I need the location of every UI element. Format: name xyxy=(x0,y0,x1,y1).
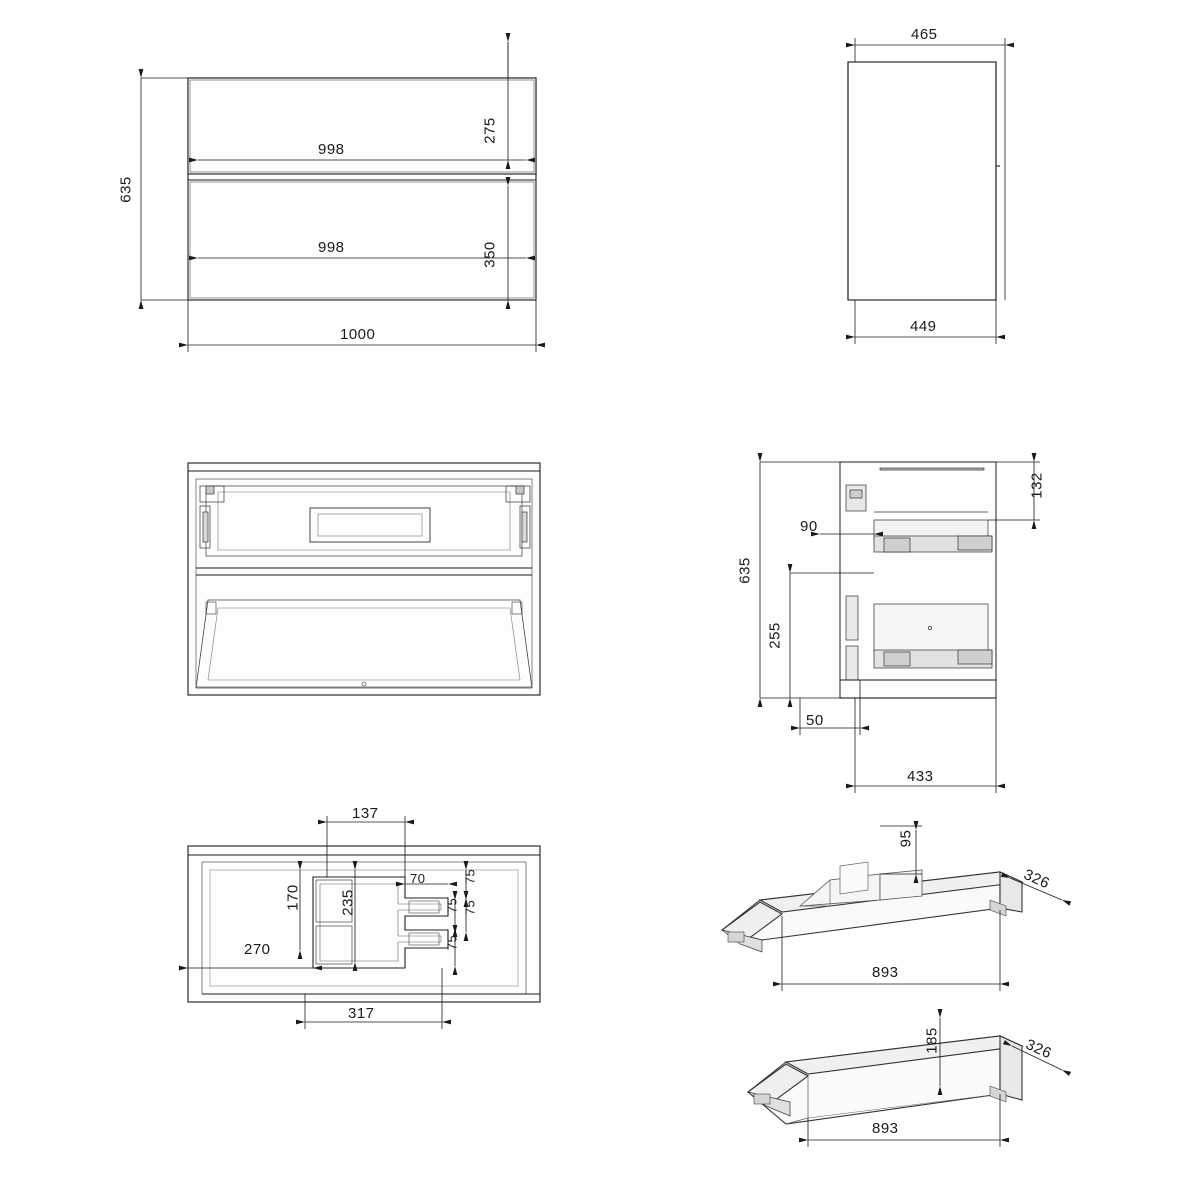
dim-iso-top-width: 893 xyxy=(872,964,899,981)
top-view-geometry xyxy=(188,463,540,695)
dim-iso-bottom-depth: 326 xyxy=(1023,1036,1055,1063)
dim-section-top-offset: 132 xyxy=(1028,472,1046,499)
dim-section-bottom-offset: 50 xyxy=(806,712,824,729)
dim-front-drawer-bottom-height: 350 xyxy=(481,241,499,268)
dim-plan-notch-75-c: 75 xyxy=(462,899,478,916)
dim-iso-top-depth: 326 xyxy=(1021,866,1053,893)
dim-section-total-height: 635 xyxy=(736,557,754,584)
side-section-geometry xyxy=(840,462,996,698)
dim-plan-notch-75-d: 75 xyxy=(444,934,460,951)
dim-front-drawer-top-width: 998 xyxy=(318,141,345,158)
dim-front-total-width: 1000 xyxy=(340,326,376,343)
dim-section-runner-offset: 90 xyxy=(800,518,818,535)
iso-bottom-drawer-geometry xyxy=(748,1036,1022,1124)
dim-front-height-total: 635 xyxy=(117,176,135,203)
dim-plan-notch-75-a: 75 xyxy=(462,868,478,885)
dim-section-depth: 433 xyxy=(907,768,934,785)
dim-plan-cutout-depth-235: 235 xyxy=(339,889,357,916)
side-elevation-geometry xyxy=(848,62,1000,300)
dim-plan-notch-70: 70 xyxy=(410,871,426,886)
dim-plan-notch-75-b: 75 xyxy=(444,897,460,914)
dim-plan-total-317: 317 xyxy=(348,1005,375,1022)
iso-top-drawer-geometry xyxy=(722,862,1022,952)
dim-side-bottom-depth: 449 xyxy=(910,318,937,335)
dim-iso-bottom-height: 185 xyxy=(923,1027,941,1054)
dim-side-top-depth: 465 xyxy=(911,26,938,43)
dim-front-drawer-bottom-width: 998 xyxy=(318,239,345,256)
dim-iso-bottom-width: 893 xyxy=(872,1120,899,1137)
plan-view-geometry xyxy=(188,846,540,1002)
dim-plan-cutout-depth-170: 170 xyxy=(284,884,302,911)
dim-iso-top-divider-height: 95 xyxy=(897,829,915,848)
dim-section-mid-height: 255 xyxy=(766,622,784,649)
dim-front-drawer-top-height: 275 xyxy=(481,117,499,144)
dim-plan-cutout-width: 137 xyxy=(352,805,379,822)
dim-plan-cutout-270: 270 xyxy=(244,941,271,958)
